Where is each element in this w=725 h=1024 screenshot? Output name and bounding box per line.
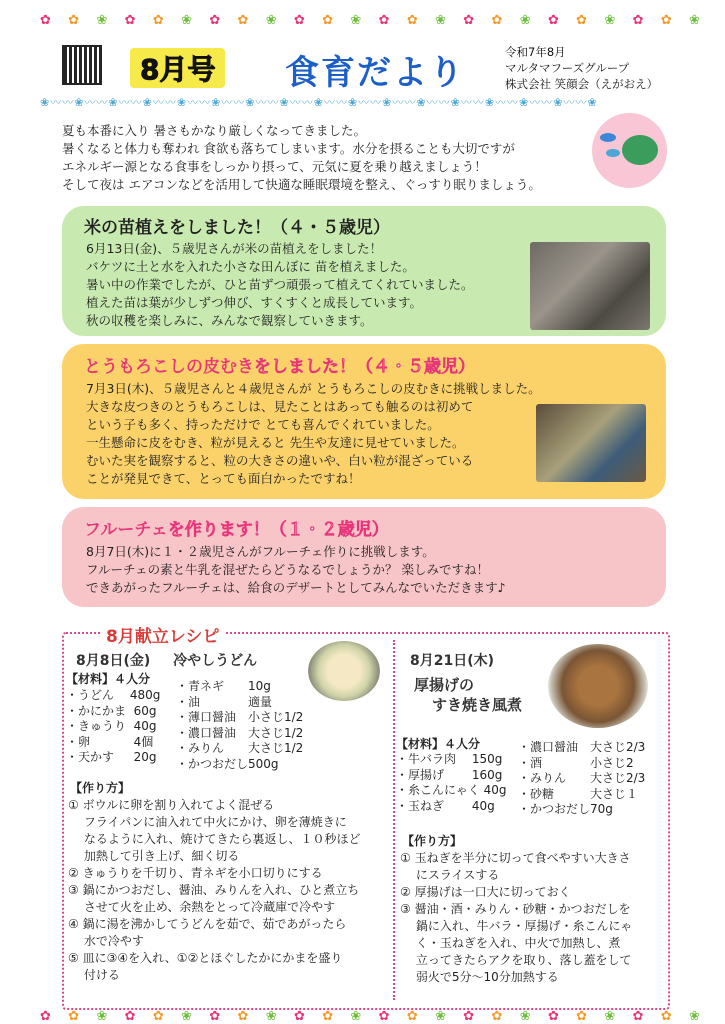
fruche-section-title: フルーチェを作ります！（１・２歳児） bbox=[84, 520, 389, 540]
recipe-title: 8月献立レシピ bbox=[100, 622, 225, 647]
left-ing-label: 【材料】４人分 bbox=[66, 672, 151, 686]
left-recipe-date: 8月8日(金) bbox=[76, 653, 151, 669]
left-steps: ① ボウルに卵を割り入れてよく混ぜる フライパンに油入れて中火にかけ、卵を薄焼きに なるように入れ、焼けてきたら裏返し、１０秒ほど 加熱して引き上げ、細く切る ② きゅうりを千切り、青ネギを小口切りにする ③ 鍋にかつおだし、醤油、みりんを入れ、ひと煮立ち させて火を止め、余熱をとって冷蔵庫で冷やす ④ 鍋に湯を沸かしてうどんを茹で、茹であがったら 水で冷やす ⑤ 皿に③④を入れ、①②とほぐしたかにかまを盛り 付ける bbox=[68, 798, 361, 982]
atsuage-photo bbox=[548, 644, 648, 728]
date-line: 令和7年8月 bbox=[505, 45, 566, 59]
flower-border-bottom: ✿ ✿ ❀ ✿ ✿ ❀ ✿ ✿ ❀ ✿ ✿ ❀ ✿ ✿ ❀ ✿ ✿ ❀ ✿ ✿ ❀ ✿ ✿ ❀ bbox=[40, 1009, 700, 1024]
right-recipe-dish-line1: 厚揚げの bbox=[414, 676, 475, 694]
right-ingredients-col1: ・牛バラ肉 150g ・厚揚げ 160g ・糸こんにゃく 40g ・玉ねぎ 40g bbox=[396, 752, 507, 813]
right-ingredients-col2: ・濃口醤油 大さじ2/3 ・酒 小さじ2 ・みりん 大さじ2/3 ・砂糖 大さじ１ ・かつおだし70g bbox=[518, 740, 646, 816]
group-line: マルタマフーズグループ bbox=[505, 61, 630, 75]
left-recipe-dish: 冷やしうどん bbox=[173, 653, 258, 669]
newsletter-title: 食育だより bbox=[285, 53, 465, 93]
right-ing-label: 【材料】４人分 bbox=[396, 737, 481, 751]
company-line: 株式会社 笑顔会（えがおえ） bbox=[505, 77, 659, 91]
fruche-section bbox=[62, 507, 666, 607]
corn-section-title: とうもろこしの皮むきをしました！（４・５歳児） bbox=[84, 357, 475, 377]
right-steps: ① 玉ねぎを半分に切って食べやすい大きさ にスライスする ② 厚揚げは一口大に切っておく ③ 醤油・酒・みりん・砂糖・かつおだしを 鍋に入れ、牛バラ・厚揚げ・糸こんにゃ く・玉ねぎを入れ、中火で加熱し、煮 立ってきたらアクを取り、落し蓋をして 弱火で5分～10分加熱する bbox=[400, 851, 633, 984]
udon-photo bbox=[308, 641, 380, 701]
sea-creature-icon bbox=[592, 113, 667, 188]
left-ingredients-col2: ・青ネギ 10g ・油 適量 ・薄口醤油 小さじ1/2 ・濃口醤油 大さじ1/2 ・みりん 大さじ1/2 ・かつおだし500g bbox=[176, 679, 304, 771]
corn-husking-section bbox=[62, 344, 666, 499]
left-ingredients-col1: ・うどん 480g ・かにかま 60g ・きゅうり 40g ・卵 4個 ・天かす 20g bbox=[66, 688, 161, 764]
wave-border: ❀〰〰❀〰〰❀〰〰❀〰〰❀〰〰❀〰〰❀〰〰❀〰〰❀〰〰❀〰〰❀〰〰❀〰〰❀〰〰❀〰〰❀〰〰❀〰〰❀ bbox=[40, 96, 598, 109]
left-recipe-header bbox=[76, 650, 257, 670]
recipe-divider bbox=[393, 640, 395, 1000]
corn-husking-photo bbox=[536, 404, 646, 482]
rice-section-body: 6月13日(金)、５歳児さんが米の苗植えをしました！ バケツに土と水を入れた小さな田んぼに 苗を植えました。 暑い中の作業でしたが、ひと苗ずつ頑張って植えてくれていました。 植えた苗は葉が少しずつ伸び、すくすくと成長しています。 秋の収穫を楽しみに、みんなで観察していきます。 bbox=[86, 241, 474, 328]
issue-label: 8月号 bbox=[130, 48, 225, 88]
right-recipe-date: 8月21日(木) bbox=[410, 653, 495, 669]
left-how-label: 【作り方】 bbox=[70, 781, 131, 795]
corn-section-body: 7月3日(木)、５歳児さんと４歳児さんが とうもろこしの皮むきに挑戦しました。 大きな皮つきのとうもろこしは、見たことはあっても触るのは初めて という子も多く、持っただけで とても喜んでくれていました。 一生懸命に皮をむき、粒が見えると 先生や友達に見せていました。 むいた実を観察すると、粒の大きさの違いや、白い粒が混ざっている ことが発見できて、とっても面白かったですね！ bbox=[86, 381, 541, 486]
right-recipe-dish-line2: すき焼き風煮 bbox=[432, 696, 523, 714]
publisher-info bbox=[505, 44, 658, 92]
intro-text: 夏も本番に入り 暑さもかなり厳しくなってきました。 暑くなると体力も奪われ 食欲も落ちてしまいます。水分を摂ることも大切ですが エネルギー源となる食事をしっかり摂って、元気に夏を乗り越えましょう！ そして夜は エアコンなどを活用して快適な睡眠環境を整え、ぐっすり眠りましょう。 bbox=[62, 123, 541, 192]
rice-planting-photo bbox=[530, 242, 650, 330]
rice-planting-section bbox=[62, 206, 666, 336]
qr-code-icon bbox=[62, 45, 102, 85]
fruche-section-body: 8月7日(木)に１・２歳児さんがフルーチェ作りに挑戦します。 フルーチェの素と牛乳を混ぜたらどうなるでしょうか？ 楽しみですね！ できあがったフルーチェは、給食のデザートとしてみんなでいただきます♪ bbox=[86, 544, 506, 595]
right-how-label: 【作り方】 bbox=[402, 834, 463, 848]
flower-border-top: ✿ ✿ ❀ ✿ ✿ ❀ ✿ ✿ ❀ ✿ ✿ ❀ ✿ ✿ ❀ ✿ ✿ ❀ ✿ ✿ ❀ ✿ ✿ ❀ bbox=[40, 13, 700, 28]
rice-section-title: 米の苗植えをしました！（４・５歳児） bbox=[84, 218, 390, 238]
